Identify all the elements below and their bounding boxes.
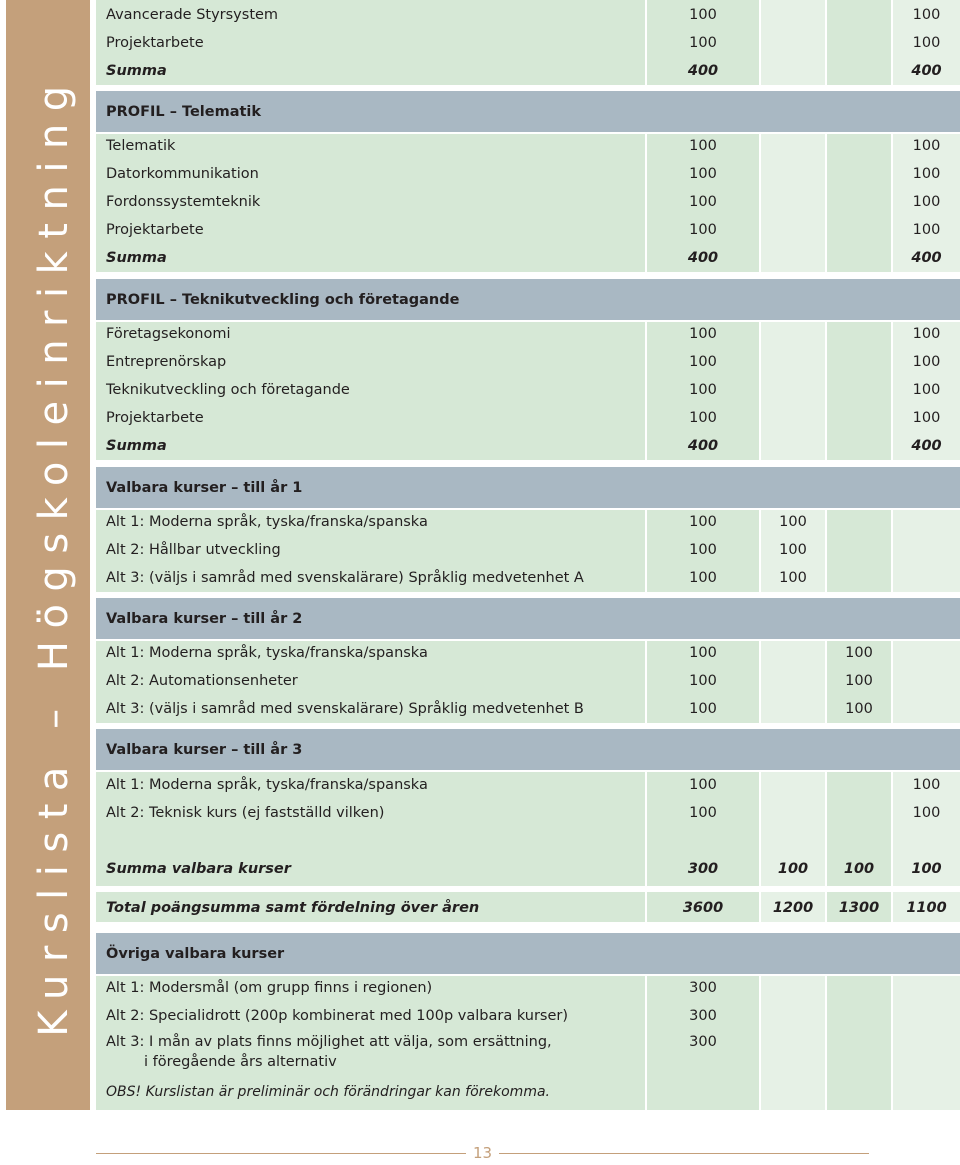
section-title: PROFIL – Teknikutveckling och företagande	[106, 291, 460, 308]
row-label: Summa	[106, 63, 167, 79]
row-label: Summa	[106, 250, 167, 266]
row-value: 100	[689, 194, 717, 210]
row-value: 100	[689, 326, 717, 342]
row-value: 1300	[838, 900, 880, 916]
row-value: 400	[687, 63, 719, 79]
row-value: 100	[779, 542, 807, 558]
row-label: Teknikutveckling och företagande	[106, 382, 350, 398]
row-value: 100	[689, 166, 717, 182]
row-label: Total poängsumma samt fördelning över åren	[106, 900, 480, 916]
row-value: 300	[687, 861, 719, 877]
row-value: 1200	[772, 900, 814, 916]
row-label: Summa	[106, 438, 167, 454]
section-title: Valbara kurser – till år 3	[106, 741, 303, 758]
section-band	[96, 598, 960, 639]
row-value: 100	[779, 514, 807, 530]
row-value: 1100	[906, 900, 947, 916]
row-value: 100	[689, 645, 717, 661]
row-value: 100	[912, 138, 941, 154]
row-value: 100	[912, 805, 941, 821]
section-band	[96, 729, 960, 770]
row-label: Projektarbete	[106, 410, 204, 426]
section-title: PROFIL – Telematik	[106, 103, 262, 120]
row-label: Fordonssystemteknik	[106, 194, 261, 210]
row-label: Alt 3: (väljs i samråd med svenskalärare) Språklig medvetenhet B	[106, 701, 584, 717]
row-value: 100	[689, 222, 717, 238]
row-value: 400	[911, 250, 942, 266]
row-label: Alt 3: (väljs i samråd med svenskalärare) Språklig medvetenhet A	[106, 570, 584, 586]
row-value: 100	[689, 7, 717, 23]
row-value: 400	[687, 250, 719, 266]
section-title: Övriga valbara kurser	[106, 945, 285, 962]
row-value: 100	[911, 861, 942, 877]
row-label: Alt 1: Modersmål (om grupp finns i regionen)	[106, 980, 433, 996]
row-label: Projektarbete	[106, 222, 204, 238]
row-value: 400	[911, 438, 942, 454]
row-label: Alt 2: Specialidrott (200p kombinerat med 100p valbara kurser)	[106, 1008, 569, 1024]
row-value: 100	[912, 326, 941, 342]
section-title: Valbara kurser – till år 2	[106, 610, 303, 627]
row-value: 100	[912, 194, 941, 210]
row-value: 100	[912, 777, 941, 793]
row-label: Datorkommunikation	[106, 166, 259, 182]
row-value: 100	[689, 701, 717, 717]
row-value: 400	[911, 63, 942, 79]
row-label: i föregående års alternativ	[144, 1054, 337, 1070]
row-value: 100	[912, 35, 941, 51]
row-value: 100	[689, 410, 717, 426]
row-value: 100	[689, 777, 717, 793]
row-value: 100	[689, 138, 717, 154]
section-band	[96, 467, 960, 508]
row-value: 100	[912, 354, 941, 370]
row-label: Alt 2: Hållbar utveckling	[106, 542, 281, 558]
row-label: Avancerade Styrsystem	[106, 7, 279, 23]
row-value: 100	[912, 382, 941, 398]
row-label: Alt 1: Moderna språk, tyska/franska/spanska	[106, 645, 428, 661]
row-value: 100	[845, 701, 873, 717]
row-value: 100	[689, 35, 717, 51]
row-label: Alt 2: Teknisk kurs (ej fastställd vilken)	[106, 805, 385, 821]
row-value: 100	[912, 222, 941, 238]
row-value: 300	[689, 980, 717, 996]
page-number: 13	[472, 1144, 493, 1162]
row-label: Summa valbara kurser	[106, 861, 291, 877]
row-value: 100	[689, 542, 717, 558]
row-value: 100	[689, 514, 717, 530]
sidebar	[6, 0, 90, 1110]
footer-rule	[499, 1153, 869, 1154]
row-value: 300	[689, 1008, 717, 1024]
section-title: Valbara kurser – till år 1	[106, 479, 303, 496]
row-value: 100	[689, 354, 717, 370]
row-label: Entreprenörskap	[106, 354, 227, 370]
row-value: 400	[687, 438, 719, 454]
row-value: 100	[777, 861, 809, 877]
row-label: Telematik	[106, 138, 176, 154]
row-label: Alt 3: I mån av plats finns möjlighet att välja, som ersättning,	[106, 1034, 552, 1050]
section-band	[96, 933, 960, 974]
row-value: 100	[689, 805, 717, 821]
row-label: Alt 2: Automationsenheter	[106, 673, 298, 689]
row-value: 100	[912, 166, 941, 182]
row-value: 100	[845, 673, 873, 689]
row-value: 100	[912, 410, 941, 426]
row-value: 100	[689, 570, 717, 586]
row-value: 300	[689, 1034, 717, 1050]
row-value: 100	[912, 7, 941, 23]
row-label: Alt 1: Moderna språk, tyska/franska/spanska	[106, 514, 428, 530]
row-value: 100	[843, 861, 875, 877]
row-label: Företagsekonomi	[106, 326, 231, 342]
section-band	[96, 279, 960, 320]
row-label: Alt 1: Moderna språk, tyska/franska/spanska	[106, 777, 428, 793]
footer-rule	[96, 1153, 466, 1154]
section-band	[96, 91, 960, 132]
row-label: Projektarbete	[106, 35, 204, 51]
row-value: 100	[779, 570, 807, 586]
row-value: 100	[689, 382, 717, 398]
sidebar-title: Kurslista – Högskoleinriktning	[31, 73, 77, 1037]
row-value: 100	[845, 645, 873, 661]
row-value: 100	[689, 673, 717, 689]
note: OBS! Kurslistan är preliminär och förändringar kan förekomma.	[106, 1084, 550, 1100]
row-value: 3600	[682, 900, 724, 916]
